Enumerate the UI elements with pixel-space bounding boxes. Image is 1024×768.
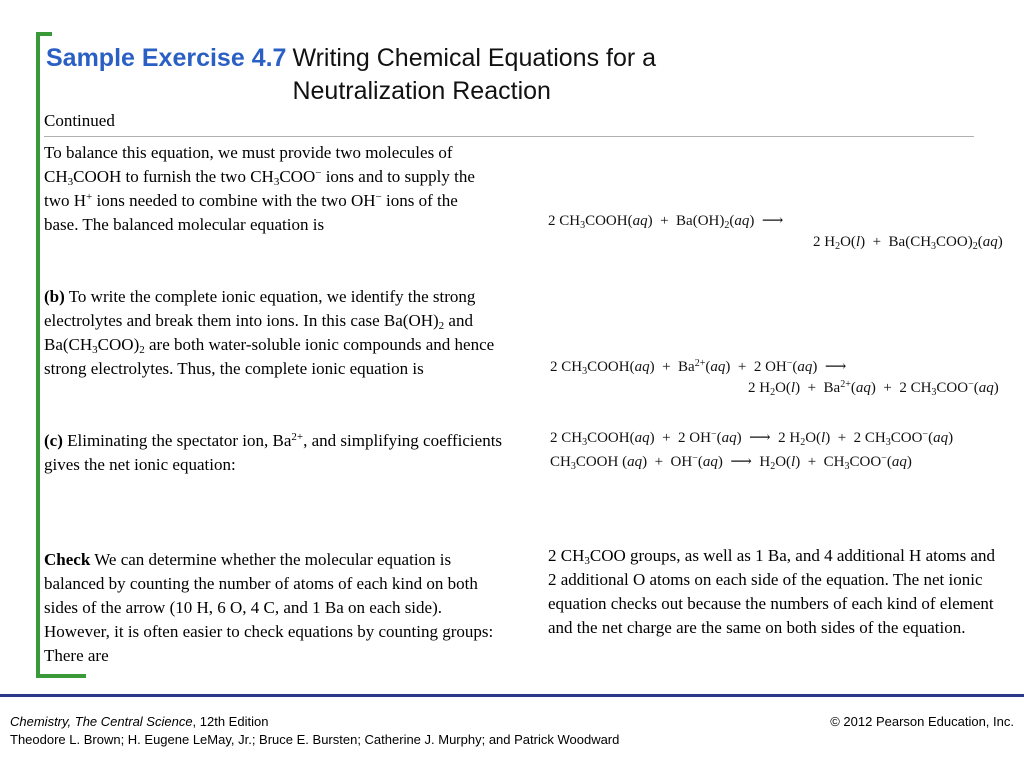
paragraph-balance: To balance this equation, we must provide two molecules of $CH_3COOH$ to furnish the two $CH_3COO^-$ ions and to supply the two H+ ions needed to combine with the two OH− ions of the base. The balanced molecular equation is: [44, 143, 475, 234]
paragraph-part-c: (c) Eliminating the spectator ion, $Ba^{2+}$, and simplifying coefficients gives the net ionic equation:: [44, 431, 503, 474]
footer-divider: [0, 694, 1024, 697]
continued-label: Continued: [44, 111, 115, 130]
paragraph-part-b: (b) To write the complete ionic equation, we identify the strong electrolytes and break them into ions. In this case $Ba(OH)_2$ and $Ba(CH_3COO)_2$ are both water-soluble ionic compounds and hence strong electrolytes. Thus, the complete ionic equation is: [44, 287, 495, 378]
footer-book-title: Chemistry, The Central Science, 12th Edition: [10, 714, 269, 729]
footer-authors: Theodore L. Brown; H. Eugene LeMay, Jr.; Bruce E. Bursten; Catherine J. Murphy; and Patrick Woodward: [10, 732, 620, 747]
molecular-equation-line1: 2 $CH_3COOH(aq) + Ba(OH)_2(aq)$ ⟶: [548, 213, 784, 231]
paragraph-check-continued: 2 $CH_3COO$ groups, as well as 1 Ba, and 4 additional H atoms and 2 additional O atoms on each side of the equation. The net ionic equation checks out because the numbers of each kind of element and the net charge are the same on both sides of the equation.: [548, 546, 995, 637]
ionic-equation-line2: 2 $H_2O(l) + Ba^{2+}(aq) + 2$ $CH_3COO^-(aq)$: [748, 379, 999, 398]
green-bracket-vertical: [36, 32, 40, 678]
molecular-equation-line2: 2 $H_2O(l) + Ba(CH_3COO)_2(aq)$: [813, 234, 1003, 252]
title-main: Writing Chemical Equations for a Neutralization Reaction: [292, 44, 657, 105]
paragraph-check: Check We can determine whether the molecular equation is balanced by counting the number of atoms of each kind on both sides of the arrow (10 H, 6 O, 4 C, and 1 Ba on each side). However, it is often easier to check equations by counting groups: There are: [44, 550, 494, 665]
simplified-net-ionic-equation: $CH_3COOH$ (aq) + OH−(aq) ⟶ $H_2O(l) + CH_3COO^-(aq)$: [550, 453, 912, 472]
green-bracket-bottom: [36, 674, 86, 678]
divider: [44, 136, 974, 137]
green-bracket-top: [36, 32, 52, 36]
slide-title: [46, 42, 766, 108]
footer-copyright: © 2012 Pearson Education, Inc.: [830, 714, 1014, 729]
net-ionic-equation: 2 $CH_3COOH(aq) + 2$ OH−(aq) ⟶ 2 $H_2O(l) + 2$ $CH_3COO^-(aq)$: [550, 429, 954, 448]
ionic-equation-line1: 2 $CH_3COOH(aq) + Ba^{2+}(aq) + 2$ OH−(aq) ⟶: [550, 358, 847, 377]
title-prefix: Sample Exercise 4.7: [46, 44, 287, 72]
